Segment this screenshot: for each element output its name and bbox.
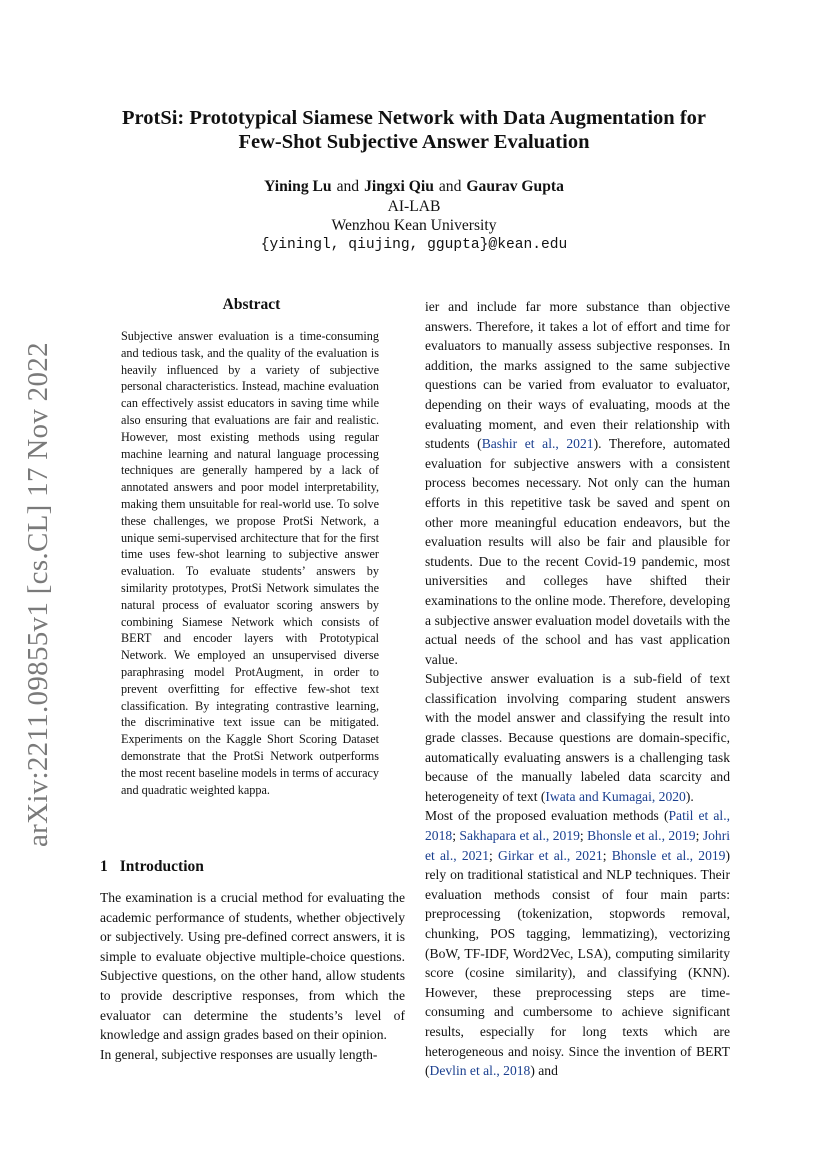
paragraph-text: ) rely on traditional statistical and NLP techniques. Their evaluation methods consist of four main parts: preprocessing (tokenization, stopwords removal, chunking, POS tagging, lemmatizing), vectorizing (BoW, TF-IDF, Word2Vec, LSA), computing similarity score (cosine similarity), and classifying (KNN). However, these preprocessing steps are time-consuming and cumbersome to achieve significant results, especially for long texts which are heterogeneous and noisy. Since the invention of BERT (: [425, 847, 730, 1079]
citation-link[interactable]: Bhonsle et al., 2019: [587, 828, 696, 844]
author-name: Yining Lu: [264, 178, 332, 195]
intro-right-column: [425, 297, 730, 1081]
intro-paragraph: In general, subjective responses are usually length-: [100, 1046, 378, 1062]
citation-separator: ;: [695, 828, 703, 844]
citation-link[interactable]: Devlin et al., 2018: [429, 1063, 531, 1079]
citation-link[interactable]: Sakhapara et al., 2019: [459, 828, 580, 844]
abstract-text: Subjective answer evaluation is a time-consuming and tedious task, and the quality of the evaluation is heavily influenced by a variety of subjective personal characteristics. Instead, machine evaluation can effectively assist educators in saving time while also ensuring that evaluations are fair and realistic. However, most existing methods using regular machine learning and natural language processing techniques are generally hampered by a lack of annotated answers and poor model interpretability, making them unsuitable for real-world use. To solve these challenges, we propose ProtSi Network, a unique semi-supervised architecture that for the first time uses few-shot learning to subjective answer evaluation. To evaluate students’ answers by similarity prototypes, ProtSi Network simulates the natural process of evaluator scoring answers by combining Siamese Network which consists of BERT and encoder layers with Prototypical Network. We employed an unsupervised diverse paraphrasing model ProtAugment, in order to prevent overfitting for effective few-shot text classification. By integrating contrastive learning, the discriminative text issue can be mitigated. Experiments on the Kaggle Short Scoring Dataset demonstrate that the ProtSi Network outperforms the most recent baseline models in terms of accuracy and quadratic weighted kappa.: [121, 329, 379, 797]
citation-link[interactable]: Iwata and Kumagai, 2020: [545, 788, 686, 804]
section-heading-introduction: [100, 858, 204, 876]
author-names: [0, 177, 828, 197]
citation-separator: ;: [579, 828, 588, 844]
author-separator: and: [336, 178, 360, 195]
body-paragraph: [425, 669, 730, 806]
paragraph-text: ). Therefore, automated evaluation for subjective answers with a consistent process becomes necessary. Not only can the human efforts in this repetitive task be saved and spent on other more meaningful education endeavors, but the evaluation results will also be fair and plausible for students. Due to the recent Covid-19 pandemic, most universities and colleges have shifted their examinations to the online mode. Therefore, developing a subjective answer evaluation model dovetails with the actual needs of the school and has vast application value.: [425, 436, 731, 667]
title-line-2: Few-Shot Subjective Answer Evaluation: [238, 131, 590, 153]
section-number: 1: [100, 858, 108, 875]
body-paragraph: [425, 297, 730, 669]
author-lab: AI-LAB: [387, 197, 441, 215]
paragraph-text: ier and include far more substance than objective answers. Therefore, it takes a lot of effort and time for evaluators to manually assess subjective responses. In addition, the marks assigned to the same subjective questions can be varied from evaluator to evaluator, depending on their ways of evaluating, moods at the evaluating moment, and even their relationship with students (: [425, 299, 730, 452]
author-block: [0, 177, 828, 255]
author-name: Jingxi Qiu: [364, 178, 434, 195]
author-name: Gaurav Gupta: [466, 178, 564, 195]
author-separator: and: [438, 178, 462, 195]
paragraph-text: Most of the proposed evaluation methods (: [425, 808, 669, 824]
citation-link[interactable]: Girkar et al., 2021: [498, 847, 603, 863]
citation-link[interactable]: Bashir et al., 2021: [481, 436, 594, 452]
paragraph-text: ) and: [530, 1063, 558, 1079]
arxiv-identifier: arXiv:2211.09855v1 [cs.CL] 17 Nov 2022: [22, 342, 54, 847]
citation-link[interactable]: Patil et al., 2018: [425, 808, 730, 844]
paragraph-text: Subjective answer evaluation is a sub-field of text classification involving comparing student answers with the model answer and classifying the result into grade classes. Because questions are domain-specific, automatically evaluating answers is a challenging task because of the manually labeled data scarcity and heterogeneity of text (: [425, 671, 730, 804]
intro-left-column: [100, 888, 405, 1064]
abstract-heading: Abstract: [222, 296, 281, 313]
body-paragraph: [425, 806, 730, 1080]
citation-separator: ;: [602, 847, 612, 863]
citation-link[interactable]: Johri et al., 2021: [425, 828, 730, 863]
citation-link[interactable]: Bhonsle et al., 2019: [611, 847, 726, 863]
paragraph-text: ).: [685, 788, 694, 804]
citation-separator: ;: [452, 828, 460, 844]
title-line-1: ProtSi: Prototypical Siamese Network with Data Augmentation for: [122, 107, 706, 129]
intro-paragraph: The examination is a crucial method for evaluating the academic performance of students, whether objectively or subjectively. Using pre-defined correct answers, it is simple to evaluate objective multiple-choice questions. Subjective questions, on the other hand, allow students to provide descriptive responses, from which the evaluator can determine the students’s level of knowledge and assign grades based on their opinion.: [100, 890, 405, 1043]
section-title: Introduction: [119, 858, 204, 875]
author-university: Wenzhou Kean University: [331, 217, 497, 234]
citation-separator: ;: [489, 847, 498, 863]
paper-title: [90, 106, 738, 154]
author-email: {yiningl, qiujing, ggupta}@kean.edu: [260, 236, 568, 253]
